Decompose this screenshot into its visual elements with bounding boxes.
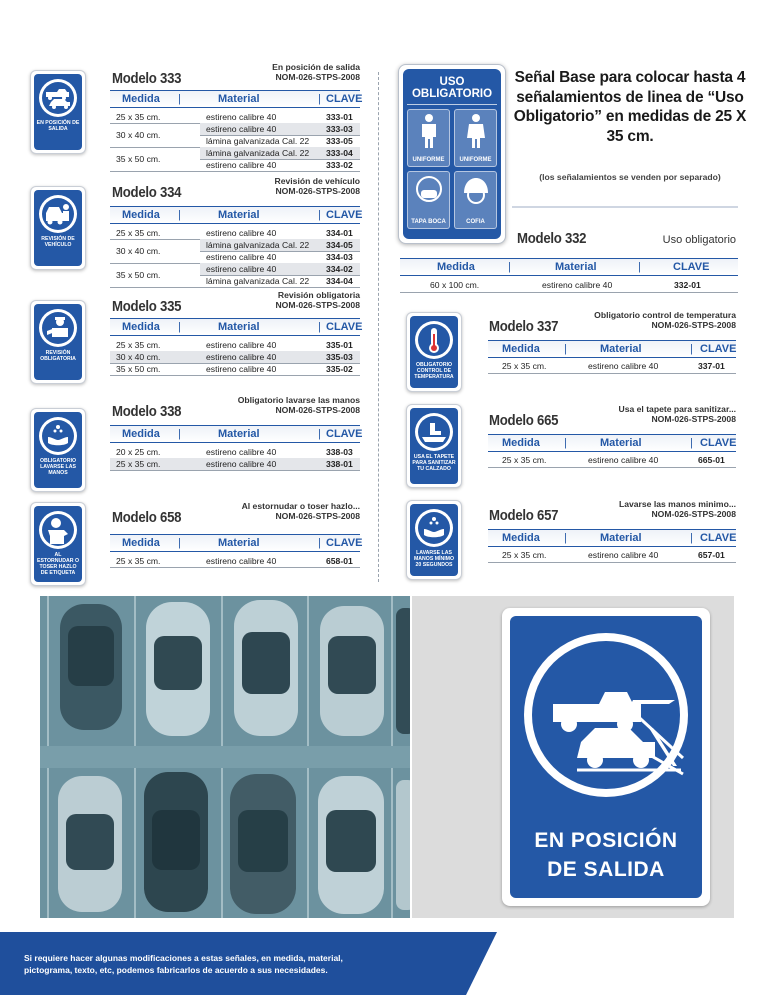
uso-cell-cofia — [454, 171, 497, 229]
model-description: Uso obligatorio — [662, 234, 736, 246]
header-material: Material — [218, 537, 260, 549]
header-medida: Medida — [122, 209, 160, 221]
row-divider — [488, 373, 736, 374]
product-sign-thumbnail — [406, 312, 462, 392]
header-medida: Medida — [502, 532, 540, 544]
vehicle-inspection-icon — [42, 198, 74, 230]
row-divider — [488, 467, 736, 468]
hand-wash-icon — [42, 420, 74, 452]
sneeze-etiquette-icon — [42, 514, 74, 546]
product-sign-thumbnail — [30, 186, 86, 270]
big-sign-en-posicion-de-salida — [502, 608, 710, 906]
model-title: Modelo 658 — [112, 509, 182, 526]
model-title: Modelo 657 — [489, 507, 559, 524]
table-row: 25 x 35 cm. estireno calibre 40 657-01 — [502, 550, 725, 560]
table-row: 20 x 25 cm. estireno calibre 40 338-03 — [116, 447, 353, 457]
row-divider — [110, 171, 360, 172]
table-header: Medida | Material | CLAVE — [400, 258, 738, 276]
header-clave: CLAVE — [700, 437, 737, 449]
model-title: Modelo 332 — [517, 230, 587, 247]
thermometer-icon — [418, 324, 450, 356]
cars-exit-icon — [521, 630, 691, 800]
table-row: 25 x 35 cm. estireno calibre 40 665-01 — [502, 455, 725, 465]
uso-cell-uniforme-1 — [407, 109, 450, 167]
row-divider — [110, 470, 360, 471]
row-divider — [110, 567, 360, 568]
model-description: Lavarse las manos minimo... NOM-026-STPS-2008 — [618, 499, 736, 519]
table-row: 30 x 40 cm. lámina galvanizada Cal. 22 334-05 — [110, 239, 360, 251]
sign-caption: REVISIÓN OBLIGATORIA — [40, 350, 76, 362]
header-clave: CLAVE — [326, 428, 363, 440]
model-title: Modelo 333 — [112, 70, 182, 87]
table-row: lámina galvanizada Cal. 22 334-04 — [206, 276, 353, 286]
sign-caption: OBLIGATORIO CONTROL DE TEMPERATURA — [414, 362, 454, 380]
table-row: lámina galvanizada Cal. 22 333-05 — [206, 136, 353, 146]
row-divider — [110, 287, 360, 288]
hand-wash-icon — [418, 512, 450, 544]
uso-cell-label: COFIA — [466, 219, 485, 226]
divider-rule — [512, 206, 738, 208]
product-sign-thumbnail — [30, 300, 86, 384]
table-row: 35 x 50 cm. lámina galvanizada Cal. 22 333-04 — [110, 147, 360, 159]
header-material: Material — [218, 209, 260, 221]
uso-cell-uniforme-2 — [454, 109, 497, 167]
uso-cell-label: UNIFORME — [459, 157, 492, 164]
table-header: Medida | Material | CLAVE — [488, 340, 736, 358]
model-title: Modelo 337 — [489, 318, 559, 335]
header-material: Material — [218, 321, 260, 333]
uso-sign-title: USO OBLIGATORIO — [407, 73, 497, 105]
table-header: Medida | Material | CLAVE — [110, 318, 360, 336]
table-row: 25 x 35 cm. estireno calibre 40 338-01 — [110, 458, 360, 470]
model-description: Obligatorio lavarse las manos NOM-026-STPS-2008 — [237, 395, 360, 415]
cars-exit-icon — [42, 82, 74, 114]
parking-lot-photo — [40, 596, 410, 918]
table-header: Medida | Material | CLAVE — [488, 434, 736, 452]
header-clave: CLAVE — [326, 321, 363, 333]
big-sign-panel — [412, 596, 734, 918]
header-material: Material — [218, 93, 260, 105]
header-material: Material — [600, 343, 642, 355]
header-medida: Medida — [437, 261, 475, 273]
model-description: En posición de salida NOM-026-STPS-2008 — [272, 62, 360, 82]
table-row: 30 x 40 cm. estireno calibre 40 335-03 — [110, 351, 360, 363]
product-sign-thumbnail — [30, 70, 86, 154]
sign-caption: OBLIGATORIO LAVARSE LAS MANOS — [39, 458, 77, 476]
sign-caption: REVISIÓN DE VEHÍCULO — [41, 236, 75, 248]
header-material: Material — [600, 437, 642, 449]
header-material: Material — [600, 532, 642, 544]
model-description: Revisión de vehículo NOM-026-STPS-2008 — [274, 176, 360, 196]
header-clave: CLAVE — [326, 209, 363, 221]
base-sign-description: Señal Base para colocar hasta 4 señalamientos de linea de “Uso Obligatorio” en medidas de 25 X 35 cm. — [513, 69, 747, 146]
header-medida: Medida — [502, 343, 540, 355]
table-row: 25 x 35 cm. estireno calibre 40 337-01 — [502, 361, 725, 371]
model-title: Modelo 335 — [112, 298, 182, 315]
table-header: Medida | Material | CLAVE — [110, 425, 360, 443]
base-sign-note: (los señalamientos se venden por separado) — [539, 172, 721, 182]
parking-lot-illustration — [40, 596, 410, 918]
guard-inspection-icon — [42, 312, 74, 344]
table-row: 25 x 35 cm. estireno calibre 40 658-01 — [116, 556, 353, 566]
row-divider — [400, 292, 738, 293]
footer-note: Si requiere hacer algunas modificaciones a estas señales, en medida, material, pictograma, texto, etc, podemos fabricarlos de acuerdo a sus necesidades. — [24, 953, 343, 976]
row-divider — [110, 375, 360, 376]
table-row: 25 x 35 cm. estireno calibre 40 333-01 — [116, 112, 353, 122]
header-material: Material — [218, 428, 260, 440]
table-row: 25 x 35 cm. estireno calibre 40 334-01 — [116, 228, 353, 238]
header-medida: Medida — [122, 93, 160, 105]
product-sign-thumbnail — [30, 408, 86, 492]
header-medida: Medida — [502, 437, 540, 449]
model-title: Modelo 338 — [112, 403, 182, 420]
sign-caption: AL ESTORNUDAR O TOSER HAZLO DE ETIQUETA — [37, 552, 79, 576]
table-row: estireno calibre 40 333-02 — [206, 160, 353, 170]
table-header: Medida | Material | CLAVE — [110, 534, 360, 552]
product-sign-thumbnail — [406, 500, 462, 580]
header-medida: Medida — [122, 321, 160, 333]
sign-caption: USA EL TAPETE PARA SANITIZAR TU CALZADO — [412, 454, 456, 472]
header-clave: CLAVE — [700, 532, 737, 544]
table-header: Medida | Material | CLAVE — [110, 90, 360, 108]
model-description: Obligatorio control de temperatura NOM-026-STPS-2008 — [594, 310, 736, 330]
model-title: Modelo 665 — [489, 412, 559, 429]
column-divider — [378, 72, 379, 582]
uso-cell-label: TAPA BOCA — [411, 219, 446, 226]
table-header: Medida | Material | CLAVE — [110, 206, 360, 224]
table-row: estireno calibre 40 334-03 — [206, 252, 353, 262]
worker-uniform-icon — [465, 113, 487, 149]
header-clave: CLAVE — [673, 261, 710, 273]
row-divider — [488, 562, 736, 563]
header-clave: CLAVE — [326, 93, 363, 105]
model-description: Al estornudar o toser hazlo... NOM-026-STPS-2008 — [241, 501, 360, 521]
hair-cap-icon — [461, 175, 491, 207]
header-medida: Medida — [122, 537, 160, 549]
product-sign-thumbnail — [406, 404, 462, 488]
header-clave: CLAVE — [326, 537, 363, 549]
sign-caption: EN POSICIÓN DE SALIDA — [36, 120, 80, 132]
header-medida: Medida — [122, 428, 160, 440]
table-row: 35 x 50 cm. estireno calibre 40 334-02 — [110, 263, 360, 275]
model-description: Usa el tapete para sanitizar... NOM-026-STPS-2008 — [618, 404, 736, 424]
model-title: Modelo 334 — [112, 184, 182, 201]
table-row: 60 x 100 cm. estireno calibre 40 332-01 — [430, 280, 701, 290]
worker-uniform-icon — [418, 113, 440, 149]
uso-cell-tapaboca — [407, 171, 450, 229]
big-sign-line1: EN POSICIÓN — [534, 829, 678, 852]
uso-obligatorio-sign — [398, 64, 506, 244]
table-row: 35 x 50 cm. estireno calibre 40 335-02 — [116, 364, 353, 374]
face-mask-icon — [414, 175, 444, 207]
sanitizing-mat-icon — [418, 416, 450, 448]
table-row: 30 x 40 cm. estireno calibre 40 333-03 — [110, 123, 360, 135]
model-description: Revisión obligatoria NOM-026-STPS-2008 — [275, 290, 360, 310]
table-row: 25 x 35 cm. estireno calibre 40 335-01 — [116, 340, 353, 350]
big-sign-line2: DE SALIDA — [547, 858, 665, 882]
table-header: Medida | Material | CLAVE — [488, 529, 736, 547]
header-clave: CLAVE — [700, 343, 737, 355]
sign-caption: LAVARSE LAS MANOS MÍNIMO 20 SEGUNDOS — [413, 550, 455, 568]
header-material: Material — [555, 261, 597, 273]
uso-cell-label: UNIFORME — [412, 157, 445, 164]
product-sign-thumbnail — [30, 502, 86, 586]
